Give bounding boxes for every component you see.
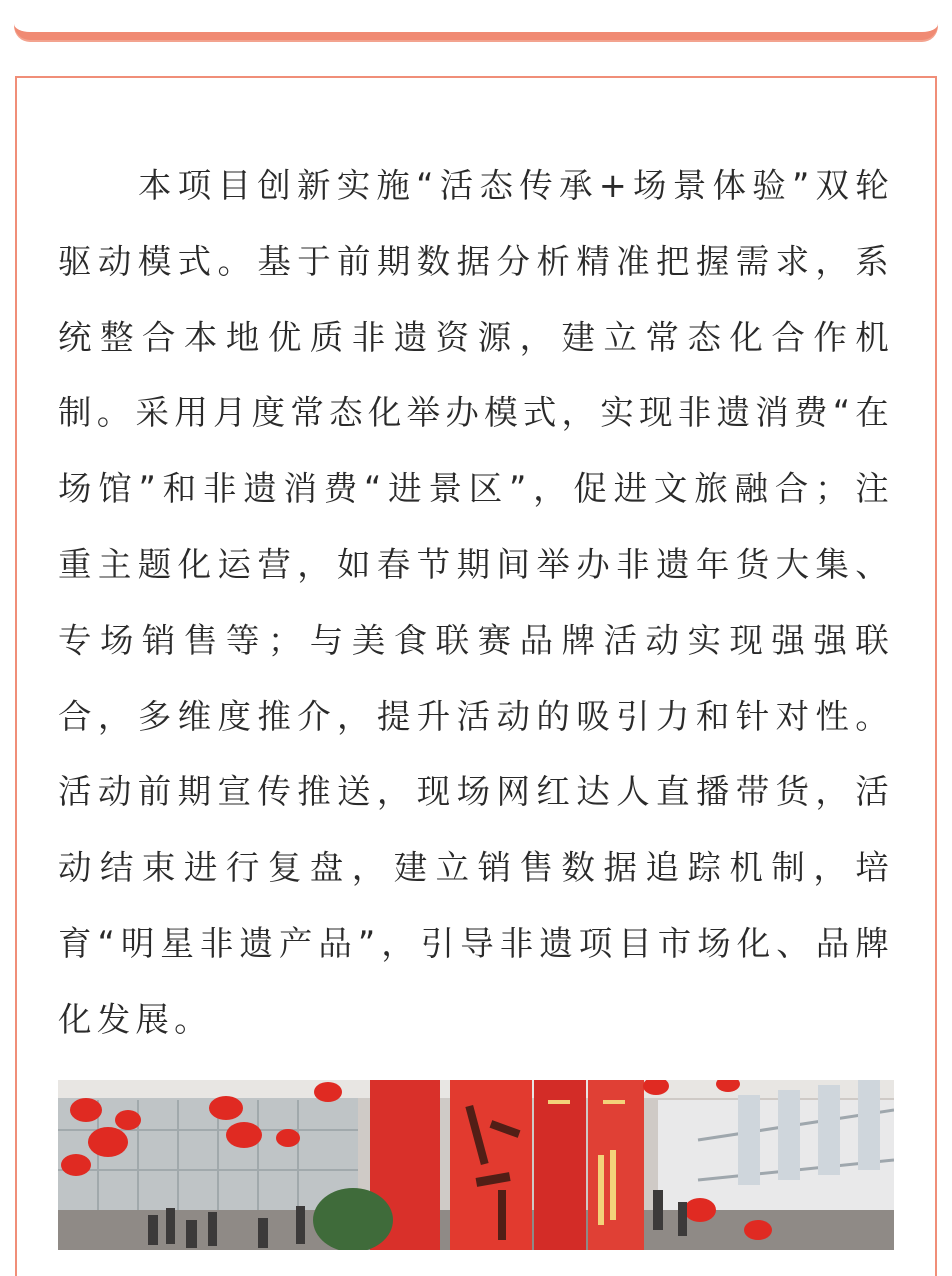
event-hall-photo bbox=[58, 1080, 894, 1250]
article-paragraph: 本项目创新实施“活态传承+场景体验”双轮驱动模式。基于前期数据分析精准把握需求，系统整合本地优质非遗资源，建立常态化合作机制。采用月度常态化举办模式，实现非遗消费“在场馆”和非遗消费“进景区”，促进文旅融合；注重主题化运营，如春节期间举办非遗年货大集、专场销售等；与美食联赛品牌活动实现强强联合，多维度推介，提升活动的吸引力和针对性。活动前期宣传推送，现场网红达人直播带货，活动结束进行复盘，建立销售数据追踪机制，培育“明星非遗产品”，引导非遗项目市场化、品牌化发展。 bbox=[58, 166, 894, 1039]
top-card bbox=[14, 0, 938, 40]
